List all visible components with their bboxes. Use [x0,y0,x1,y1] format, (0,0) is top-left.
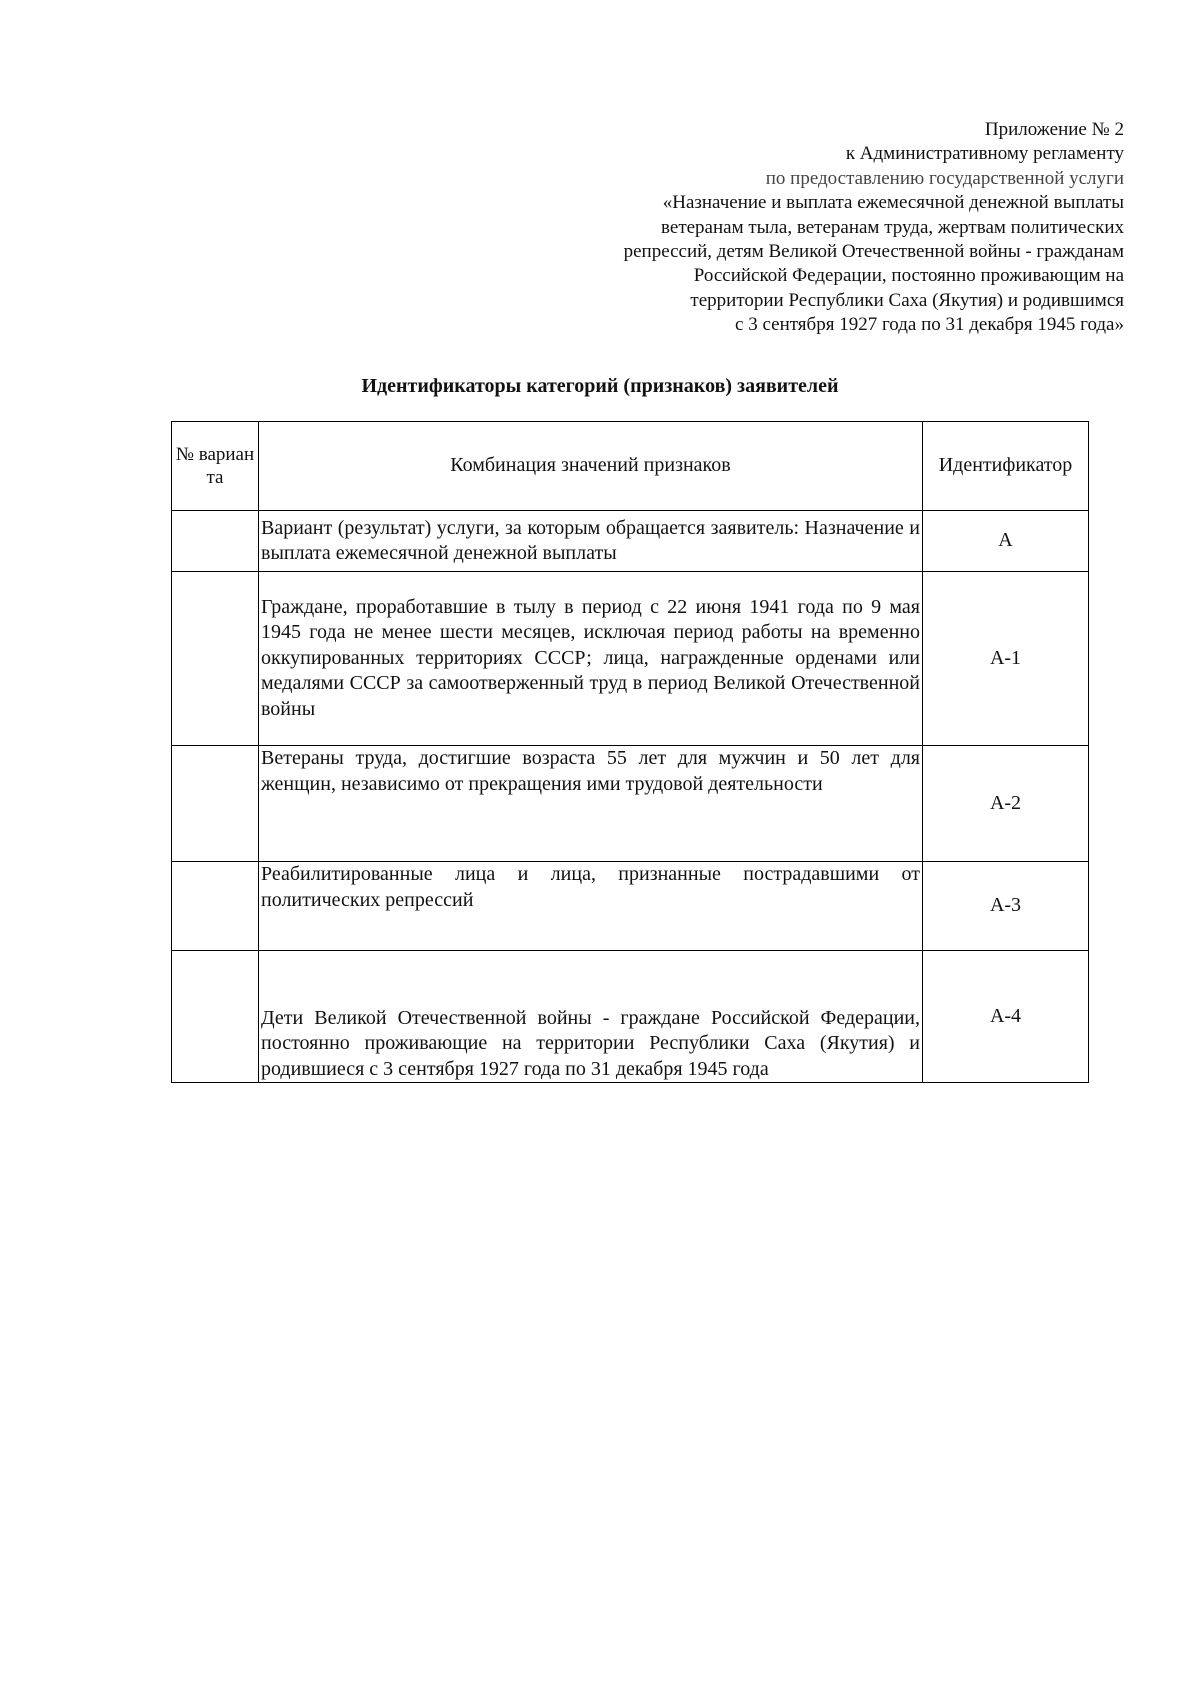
header-line-service-name-2: ветеранам тыла, ветеранам труда, жертвам политических [661,216,1124,238]
appendix-header [504,118,1124,338]
variant-number-cell [172,511,259,572]
combination-cell: Ветераны труда, достигшие возраста 55 лет для мужчин и 50 лет для женщин, независимо от прекращения ими трудовой деятельности [259,746,923,862]
identifier-cell: А-1 [923,572,1089,746]
header-line-service-name-4: Российской Федерации, постоянно проживающим на [693,265,1124,287]
identifier-cell: А [923,511,1089,572]
combination-cell: Вариант (результат) услуги, за которым обращается заявитель: Назначение и выплата ежемесячной денежной выплаты [259,511,923,572]
document-title: Идентификаторы категорий (признаков) заявителей [361,375,839,397]
combination-cell: Граждане, проработавшие в тылу в период с 22 июня 1941 года по 9 мая 1945 года не менее шести месяцев, исключая период работы на временно оккупированных территориях СССР; лица, награжденные орденами или медалями СССР за самоотверженный труд в период Великой Отечественной войны [259,572,923,746]
table-row [172,511,1089,572]
table-row [172,951,1089,1083]
variant-number-cell [172,572,259,746]
header-line-service-name-5: территории Республики Саха (Якутия) и родившимся [690,289,1124,311]
identifier-cell: А-2 [923,746,1089,862]
variant-number-cell [172,951,259,1083]
header-line-service-name-1: «Назначение и выплата ежемесячной денежной выплаты [662,192,1124,214]
header-line-service-name-6: с 3 сентября 1927 года по 31 декабря 1945 года» [735,314,1124,336]
identifier-cell: А-4 [923,951,1089,1083]
header-line-service-name-3: репрессий, детям Великой Отечественной войны - гражданам [623,241,1124,263]
combination-cell: Дети Великой Отечественной войны - граждане Российской Федерации, постоянно проживающие на территории Республики Саха (Якутия) и родившиеся с 3 сентября 1927 года по 31 декабря 1945 года [259,951,923,1083]
table-row [172,862,1089,951]
variant-number-cell [172,746,259,862]
column-header-variant-number: № варианта [172,422,259,511]
combination-cell: Реабилитированные лица и лица, признанные пострадавшими от политических репрессий [259,862,923,951]
header-line-appendix-number: Приложение № 2 [984,119,1124,140]
variant-number-cell [172,862,259,951]
table-row [172,746,1089,862]
identifier-cell: А-3 [923,862,1089,951]
header-line-service: по предоставлению государственной услуги [765,167,1124,189]
column-header-combination: Комбинация значений признаков [259,422,923,511]
table-header-row [172,422,1089,511]
table-row [172,572,1089,746]
applicant-categories-table [171,421,1089,1083]
header-line-regulation: к Административному регламенту [845,143,1124,165]
column-header-identifier: Идентификатор [923,422,1089,511]
